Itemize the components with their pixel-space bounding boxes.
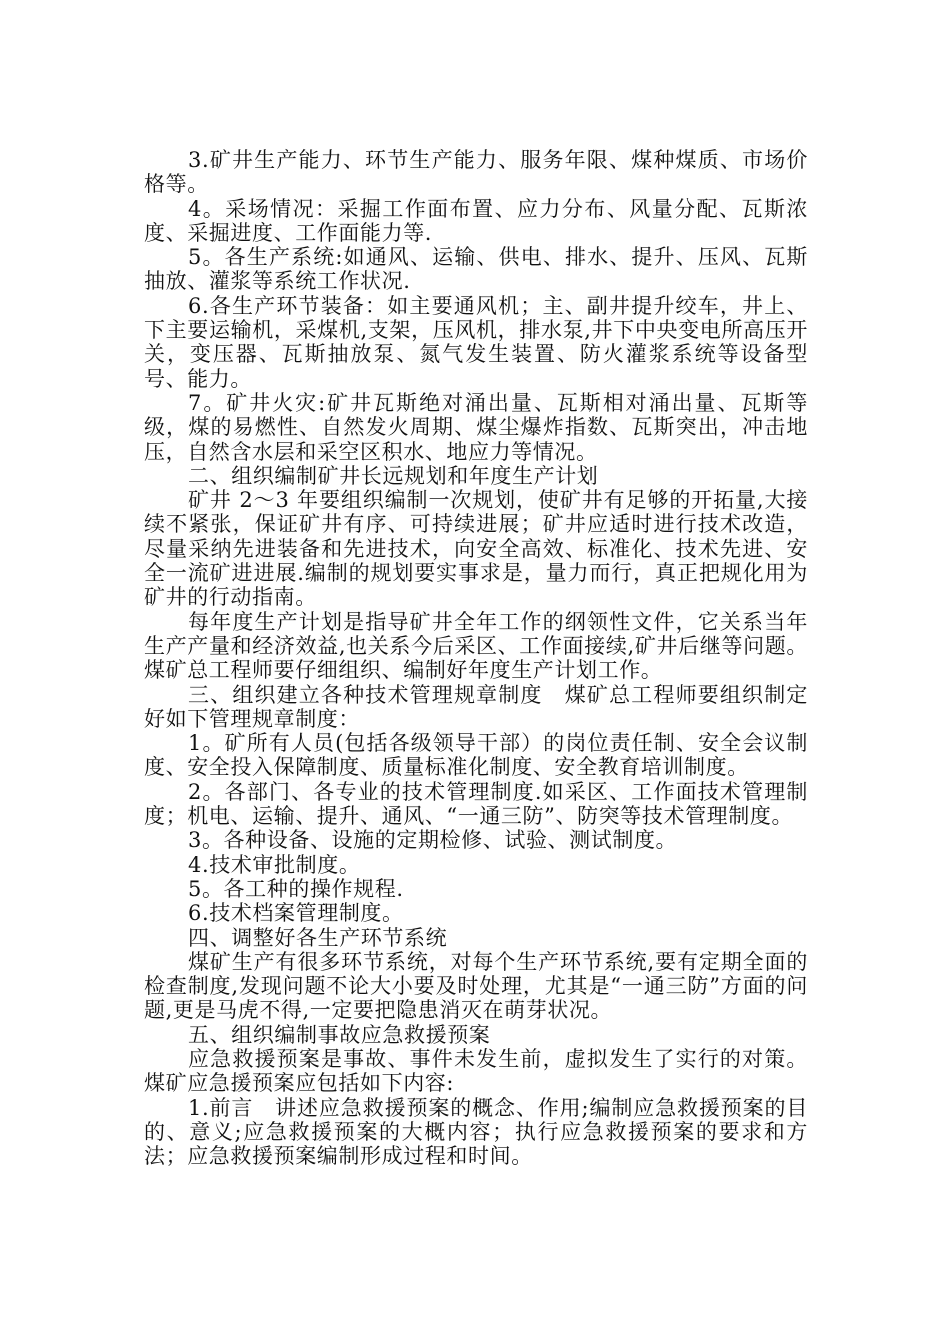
section-heading: 三、组织建立各种技术管理规章制度 煤矿总工程师要组织制定好如下管理规章制度： [144,682,808,731]
paragraph: 6.技术档案管理制度。 [188,901,404,926]
section-heading: 四、调整好各生产环节系统 [188,925,448,950]
paragraph: 1。矿所有人员(包括各级领导干部）的岗位责任制、安全会议制度、安全投入保障制度、质量标准化制度、安全教育培训制度。 [144,731,808,780]
paragraph: 每年度生产计划是指导矿井全年工作的纲领性文件，它关系当年生产产量和经济效益,也关系今后采区、工作面接续,矿井后继等问题。煤矿总工程师要仔细组织、编制好年度生产计划工作。 [144,609,808,683]
paragraph: 5。各生产系统:如通风、运输、供电、排水、提升、压风、瓦斯抽放、灌浆等系统工作状况. [144,245,808,294]
paragraph: 3。各种设备、设施的定期检修、试验、测试制度。 [188,828,678,853]
section-heading: 五、组织编制事故应急救援预案 [188,1022,491,1047]
paragraph: 矿井 2～3 年要组织编制一次规划，使矿井有足够的开拓量,大接续不紧张，保证矿井有序、可持续进展；矿井应适时进行技术改造，尽量采纳先进装备和先进技术，向安全高效、标准化、技术先进、安全一流矿进进展.编制的规划要实事求是，量力而行，真正把规化用为矿井的行动指南。 [144,488,808,610]
paragraph: 5。各工种的操作规程. [188,876,404,901]
paragraph: 2。各部门、各专业的技术管理制度.如采区、工作面技术管理制度；机电、运输、提升、通风、“一通三防”、防突等技术管理制度。 [144,779,808,829]
paragraph: 煤矿生产有很多环节系统，对每个生产环节系统,要有定期全面的检查制度,发现问题不论大小要及时处理，尤其是“一通三防”方面的问题,更是马虎不得,一定要把隐患消灭在萌芽状况。 [144,949,808,1023]
section-heading: 二、组织编制矿井长远规划和年度生产计划 [188,463,599,488]
paragraph: 6.各生产环节装备：如主要通风机；主、副井提升绞车，井上、下主要运输机，采煤机,支架，压风机，排水泵,井下中央变电所高压开关，变压器、瓦斯抽放泵、氮气发生装置、防火灌浆系统等设备型号、能力。 [144,293,808,391]
document-body [144,148,808,1168]
paragraph: 3.矿井生产能力、环节生产能力、服务年限、煤种煤质、市场价格等。 [144,148,808,197]
paragraph: 应急救援预案是事故、事件未发生前，虚拟发生了实行的对策。煤矿应急援预案应包括如下内容: [144,1046,808,1096]
paragraph: 1.前言 讲述应急救援预案的概念、作用;编制应急救援预案的目的、意义;应急救援预案的大概内容；执行应急救援预案的要求和方法；应急救援预案编制形成过程和时间。 [144,1095,808,1169]
paragraph: 4.技术审批制度。 [188,852,361,877]
paragraph: 7。矿井火灾:矿井瓦斯绝对涌出量、瓦斯相对涌出量、瓦斯等级，煤的易燃性、自然发火周期、煤尘爆炸指数、瓦斯突出，冲击地压，自然含水层和采空区积水、地应力等情况。 [144,390,808,464]
paragraph: 4。采场情况：采掘工作面布置、应力分布、风量分配、瓦斯浓度、采掘进度、工作面能力等. [144,196,808,245]
